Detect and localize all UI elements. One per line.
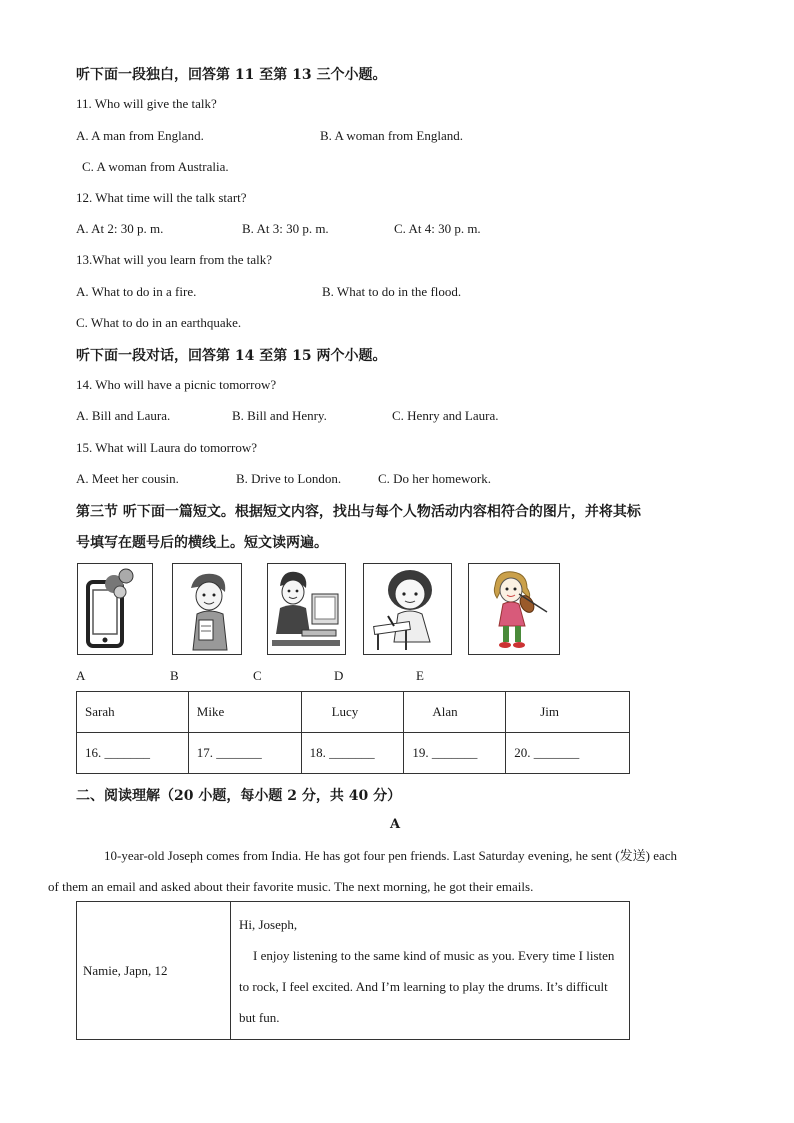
person-name-cell: Lucy <box>301 692 404 733</box>
email-body-line2: to rock, I feel excited. And I’m learning to play the drums. It’s difficult <box>239 978 608 994</box>
passage-intro-line2: of them an email and asked about their favorite music. The next morning, he got their emails. <box>48 879 534 894</box>
q14-option-c: C. Henry and Laura. <box>392 408 499 423</box>
section-heading-dialogue: 听下面一段对话，回答第 14 至第 15 两个小题。 <box>76 348 387 364</box>
email-body-line1: I enjoy listening to the same kind of music as you. Every time I listen <box>253 947 615 963</box>
question-11: 11. Who will give the talk? <box>76 96 217 111</box>
answer-blank-17[interactable]: 17. _______ <box>188 733 301 774</box>
passage-intro-line1: 10-year-old Joseph comes from India. He has got four pen friends. Last Saturday evening, he sent (发送) each <box>104 848 678 863</box>
section-heading-passage-line1: 第三节 听下面一篇短文。根据短文内容，找出与每个人物活动内容相符合的图片，并将其标 <box>76 504 641 520</box>
picture-label-d: D <box>334 668 344 683</box>
q12-option-a: A. At 2: 30 p. m. <box>76 221 164 236</box>
passage-label-a: A <box>390 817 401 832</box>
q15-option-a: A. Meet her cousin. <box>76 471 179 486</box>
email-sender-cell: Namie, Japn, 12 <box>77 902 231 1040</box>
reading-section-heading: 二、阅读理解（20 小题，每小题 2 分，共 40 分） <box>76 788 402 804</box>
email-greeting: Hi, Joseph, <box>239 916 298 932</box>
question-13: 13.What will you learn from the talk? <box>76 252 273 267</box>
boy-computer-icon <box>267 563 346 655</box>
question-15: 15. What will Laura do tomorrow? <box>76 440 257 455</box>
boy-reading-icon <box>172 563 242 655</box>
q12-option-b: B. At 3: 30 p. m. <box>242 221 329 236</box>
table-row <box>77 692 630 733</box>
passage-intro <box>48 840 718 902</box>
q11-option-c: C. A woman from Australia. <box>82 159 229 174</box>
picture-label-e: E <box>416 668 424 683</box>
q13-option-c: C. What to do in an earthquake. <box>76 315 242 330</box>
answer-blank-16[interactable]: 16. _______ <box>77 733 189 774</box>
q14-option-a: A. Bill and Laura. <box>76 408 171 423</box>
section-heading-monologue: 听下面一段独白，回答第 11 至第 13 三个小题。 <box>76 67 387 83</box>
q15-option-b: B. Drive to London. <box>236 471 342 486</box>
email-body-line3: but fun. <box>239 1009 280 1025</box>
section-heading-passage-line2: 号填写在题号后的横线上。短文读两遍。 <box>76 535 328 551</box>
picture-label-a: A <box>76 668 86 683</box>
mobile-phone-icon <box>77 563 153 655</box>
question-14: 14. Who will have a picnic tomorrow? <box>76 377 277 392</box>
table-row <box>77 733 630 774</box>
email-body-cell <box>231 902 630 1040</box>
person-activity-table <box>76 691 630 774</box>
q14-option-b: B. Bill and Henry. <box>232 408 327 423</box>
q15-option-c: C. Do her homework. <box>378 471 492 486</box>
question-12: 12. What time will the talk start? <box>76 190 247 205</box>
q13-option-b: B. What to do in the flood. <box>322 284 462 299</box>
girl-writing-icon <box>363 563 452 655</box>
picture-label-c: C <box>253 668 262 683</box>
person-name-cell: Mike <box>188 692 301 733</box>
email-table <box>76 901 630 1040</box>
q12-option-c: C. At 4: 30 p. m. <box>394 221 481 236</box>
person-name-cell: Sarah <box>77 692 189 733</box>
q11-option-b: B. A woman from England. <box>320 128 463 143</box>
table-row <box>77 902 630 1040</box>
picture-label-b: B <box>170 668 179 683</box>
answer-blank-18[interactable]: 18. _______ <box>301 733 404 774</box>
answer-blank-20[interactable]: 20. _______ <box>506 733 630 774</box>
answer-blank-19[interactable]: 19. _______ <box>404 733 506 774</box>
person-name-cell: Jim <box>506 692 630 733</box>
person-name-cell: Alan <box>404 692 506 733</box>
q11-option-a: A. A man from England. <box>76 128 204 143</box>
q13-option-a: A. What to do in a fire. <box>76 284 197 299</box>
girl-violin-icon <box>468 563 560 655</box>
